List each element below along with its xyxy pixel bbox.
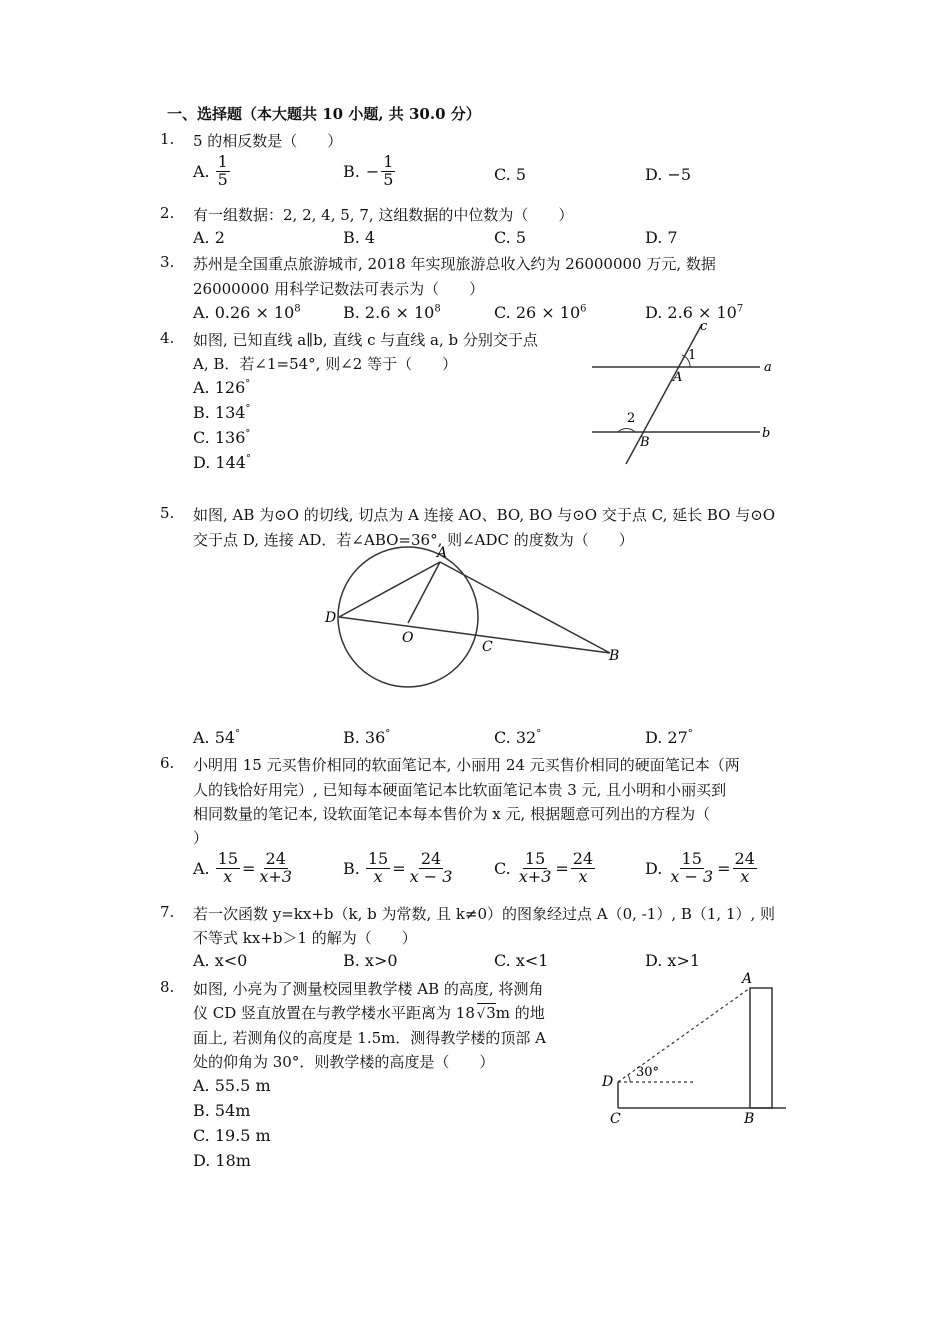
numerator: 15 bbox=[367, 849, 389, 868]
question-number: 2. bbox=[160, 204, 175, 222]
option-text: C. 136 bbox=[193, 428, 246, 447]
fraction bbox=[668, 851, 715, 886]
sqrt-radicand bbox=[477, 1003, 496, 1022]
option-d[interactable]: D. x>1 bbox=[645, 951, 701, 970]
denominator: 5 bbox=[383, 169, 394, 189]
equals-sign: = bbox=[392, 858, 406, 878]
label-D: D bbox=[325, 610, 337, 626]
option-c[interactable] bbox=[193, 428, 250, 447]
option-b[interactable] bbox=[343, 303, 441, 322]
label-b: b bbox=[762, 426, 771, 441]
stem-text: 仪 CD 竖直放置在与教学楼水平距离为 18 bbox=[193, 1004, 475, 1022]
option-c[interactable] bbox=[494, 851, 597, 886]
parallel-lines-figure bbox=[580, 318, 780, 468]
question-stem-line bbox=[193, 1002, 545, 1023]
option-a[interactable] bbox=[193, 728, 240, 747]
option-d[interactable]: D. −5 bbox=[645, 165, 692, 184]
option-text: D. 27 bbox=[645, 728, 688, 747]
option-c[interactable]: C. 5 bbox=[494, 228, 527, 247]
question-stem-line: 交于点 D, 连接 AD．若∠ABO=36°, 则∠ADC 的度数为（ ） bbox=[193, 531, 634, 549]
denominator: x+3 bbox=[518, 866, 552, 886]
numerator: 1 bbox=[217, 152, 228, 171]
numerator: 15 bbox=[524, 849, 546, 868]
option-text: B. 2.6 × 10 bbox=[343, 303, 435, 322]
fraction bbox=[216, 154, 230, 189]
building-ab bbox=[750, 988, 772, 1108]
question-stem: 5 的相反数是（ ） bbox=[193, 132, 343, 150]
line-db bbox=[339, 617, 610, 653]
line-c bbox=[626, 324, 702, 464]
fraction bbox=[733, 851, 757, 886]
option-b[interactable]: B. 4 bbox=[343, 228, 376, 247]
option-label: B. bbox=[343, 161, 360, 181]
option-text: A. 126 bbox=[193, 378, 246, 397]
question-number: 7. bbox=[160, 903, 175, 921]
question-stem-line: A, B．若∠1=54°, 则∠2 等于（ ） bbox=[193, 355, 458, 373]
question-stem-line: 如图, 小亮为了测量校园里教学楼 AB 的高度, 将测角 bbox=[193, 980, 544, 998]
option-a[interactable] bbox=[193, 154, 232, 189]
option-b[interactable] bbox=[343, 851, 456, 886]
option-c[interactable]: C. x<1 bbox=[494, 951, 549, 970]
option-label: B. bbox=[343, 858, 360, 878]
exponent: 8 bbox=[294, 303, 301, 315]
label-A: A bbox=[673, 370, 683, 385]
denominator: x bbox=[740, 866, 750, 886]
option-a[interactable]: A. 2 bbox=[193, 228, 225, 247]
radicand-value: 3 bbox=[486, 1004, 496, 1022]
fraction bbox=[381, 154, 395, 189]
denominator: x − 3 bbox=[670, 866, 714, 886]
question-stem: 有一组数据：2, 2, 4, 5, 7, 这组数据的中位数为（ ） bbox=[193, 206, 574, 224]
option-d[interactable] bbox=[193, 453, 251, 472]
option-text: D. 2.6 × 10 bbox=[645, 303, 737, 322]
denominator: x bbox=[373, 866, 383, 886]
option-b[interactable]: B. x>0 bbox=[343, 951, 398, 970]
option-c[interactable]: C. 5 bbox=[494, 165, 527, 184]
equals-sign: = bbox=[242, 858, 256, 878]
degree-sign: ° bbox=[536, 728, 542, 740]
label-B: B bbox=[744, 1111, 755, 1127]
question-number: 5. bbox=[160, 504, 175, 522]
elevation-angle-figure bbox=[598, 968, 798, 1133]
option-a[interactable] bbox=[193, 303, 301, 322]
label-B: B bbox=[640, 435, 650, 450]
equals-sign: = bbox=[555, 858, 569, 878]
option-b[interactable] bbox=[343, 728, 390, 747]
option-a[interactable] bbox=[193, 378, 250, 397]
denominator: x bbox=[223, 866, 233, 886]
label-c: c bbox=[700, 319, 708, 334]
question-stem-line: 如图, AB 为⊙O 的切线, 切点为 A 连接 AO、BO, BO 与⊙O 交于点 C, 延长 BO 与⊙O bbox=[193, 506, 776, 524]
question-stem-line: 若一次函数 y=kx+b（k, b 为常数, 且 k≠0）的图象经过点 A（0, -1）, B（1, 1）, 则 bbox=[193, 905, 776, 923]
option-b[interactable] bbox=[193, 403, 250, 422]
option-d[interactable]: D. 18m bbox=[193, 1151, 251, 1170]
numerator: 15 bbox=[217, 849, 238, 868]
label-C: C bbox=[482, 639, 493, 655]
denominator: x+3 bbox=[259, 866, 293, 886]
degree-sign: ° bbox=[385, 728, 391, 740]
option-label: D. bbox=[645, 858, 663, 878]
question-stem-line: ） bbox=[193, 829, 209, 847]
label-A: A bbox=[742, 971, 753, 987]
option-label: C. bbox=[494, 858, 511, 878]
label-A: A bbox=[437, 545, 448, 561]
fraction bbox=[366, 851, 390, 886]
option-c[interactable]: C. 19.5 m bbox=[193, 1126, 271, 1145]
numerator: 24 bbox=[734, 849, 755, 868]
question-number: 8. bbox=[160, 978, 175, 996]
option-text: B. 134 bbox=[193, 403, 246, 422]
degree-sign: ° bbox=[245, 403, 251, 415]
fraction bbox=[517, 851, 554, 886]
option-b[interactable] bbox=[343, 154, 397, 189]
option-a[interactable] bbox=[193, 851, 296, 886]
numerator: 24 bbox=[420, 849, 442, 868]
question-stem-line: 小明用 15 元买售价相同的软面笔记本, 小丽用 24 元买售价相同的硬面笔记本（两 bbox=[193, 756, 740, 774]
question-stem-line: 处的仰角为 30°．则教学楼的高度是（ ） bbox=[193, 1053, 495, 1071]
fraction bbox=[216, 851, 240, 886]
numerator: 15 bbox=[681, 849, 702, 868]
question-stem-line: 苏州是全国重点旅游城市, 2018 年实现旅游总收入约为 26000000 万元, 数据 bbox=[193, 255, 716, 273]
option-text: D. 144 bbox=[193, 453, 246, 472]
circle-o bbox=[338, 547, 478, 687]
label-D: D bbox=[602, 1074, 614, 1090]
label-2: 2 bbox=[627, 411, 636, 426]
option-text: B. 36 bbox=[343, 728, 386, 747]
option-text: A. 54 bbox=[193, 728, 236, 747]
circle-tangent-figure bbox=[320, 540, 630, 710]
denominator: x bbox=[578, 866, 588, 886]
sqrt-sign: √ bbox=[476, 1007, 486, 1022]
denominator: 5 bbox=[217, 169, 228, 189]
question-stem-line: 不等式 kx+b＞1 的解为（ ） bbox=[193, 929, 417, 947]
equals-sign: = bbox=[717, 858, 731, 878]
degree-sign: ° bbox=[235, 728, 241, 740]
fraction bbox=[408, 851, 455, 886]
option-a[interactable]: A. 55.5 m bbox=[193, 1076, 271, 1095]
label-B: B bbox=[609, 648, 620, 664]
label-30-degrees: 30° bbox=[636, 1065, 660, 1080]
tangent-ab bbox=[440, 562, 610, 653]
label-1: 1 bbox=[688, 348, 697, 363]
exponent: 6 bbox=[580, 303, 587, 315]
option-text: C. 26 × 10 bbox=[494, 303, 581, 322]
option-d[interactable] bbox=[645, 851, 759, 886]
option-label: A. bbox=[193, 858, 210, 878]
option-c[interactable] bbox=[494, 303, 587, 322]
exponent: 8 bbox=[434, 303, 441, 315]
question-stem-line: 面上, 若测角仪的高度是 1.5m．测得教学楼的顶部 A bbox=[193, 1029, 546, 1047]
question-number: 3. bbox=[160, 253, 175, 271]
question-stem-line: 相同数量的笔记本, 设软面笔记本每本售价为 x 元, 根据题意可列出的方程为（ bbox=[193, 805, 711, 823]
degree-sign: ° bbox=[245, 428, 251, 440]
option-d[interactable]: D. 7 bbox=[645, 228, 678, 247]
degree-sign: ° bbox=[245, 378, 251, 390]
fraction bbox=[257, 851, 294, 886]
degree-sign: ° bbox=[245, 453, 251, 465]
option-c[interactable] bbox=[494, 728, 541, 747]
option-text: C. 32 bbox=[494, 728, 537, 747]
question-number: 6. bbox=[160, 754, 175, 772]
option-d[interactable] bbox=[645, 728, 693, 747]
denominator: x − 3 bbox=[409, 866, 453, 886]
label-C: C bbox=[610, 1111, 621, 1127]
stem-text: m 的地 bbox=[495, 1004, 545, 1022]
exponent: 7 bbox=[736, 303, 744, 315]
option-a[interactable]: A. x<0 bbox=[193, 951, 248, 970]
degree-sign: ° bbox=[687, 728, 693, 740]
fraction bbox=[571, 851, 595, 886]
option-label: A. bbox=[193, 161, 210, 181]
question-stem-line: 如图, 已知直线 a∥b, 直线 c 与直线 a, b 分别交于点 bbox=[193, 331, 538, 349]
question-number: 1. bbox=[160, 130, 175, 148]
question-number: 4. bbox=[160, 329, 175, 347]
angle-arc bbox=[628, 1075, 630, 1082]
numerator: 1 bbox=[383, 152, 394, 171]
minus-sign: − bbox=[365, 161, 380, 181]
option-text: A. 0.26 × 10 bbox=[193, 303, 295, 322]
numerator: 24 bbox=[572, 849, 594, 868]
question-stem-line: 人的钱恰好用完）, 已知每本硬面笔记本比软面笔记本贵 3 元, 且小明和小丽买到 bbox=[193, 781, 727, 799]
question-stem-line: 26000000 用科学记数法可表示为（ ） bbox=[193, 280, 485, 298]
numerator: 24 bbox=[265, 849, 286, 868]
label-O: O bbox=[402, 630, 414, 646]
section-title: 一、选择题（本大题共 10 小题, 共 30.0 分） bbox=[167, 105, 481, 123]
label-a: a bbox=[764, 360, 772, 375]
option-b[interactable]: B. 54m bbox=[193, 1101, 251, 1120]
